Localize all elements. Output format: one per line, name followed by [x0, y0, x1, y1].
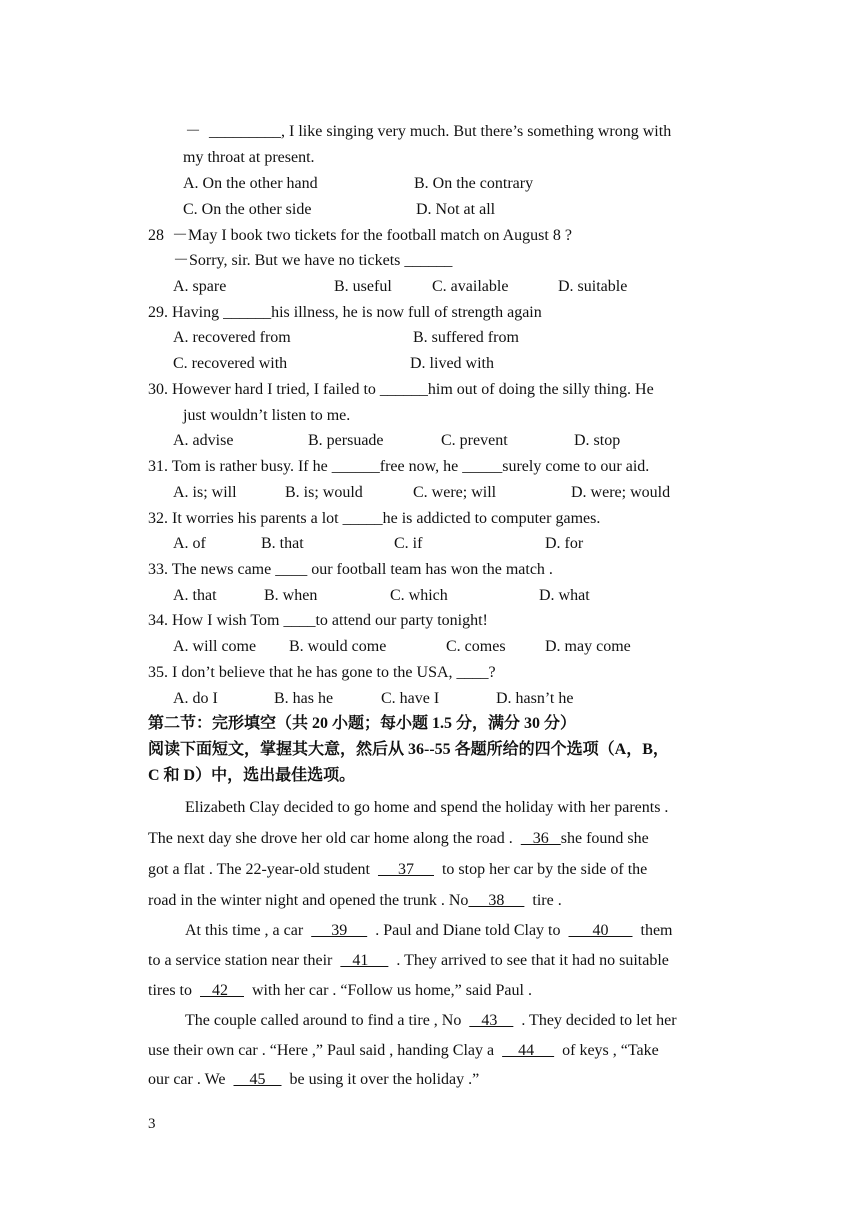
q27-option-d: D. Not at all — [416, 201, 496, 218]
passage-text: . Paul and Diane told Clay to — [375, 922, 561, 939]
q28-option-a: A. spare — [173, 278, 227, 295]
passage-p2-line2 — [148, 951, 669, 971]
q35-option-b: B. has he — [274, 690, 334, 707]
q29-option-b: B. suffered from — [413, 329, 519, 346]
q35-option-c: C. have I — [381, 690, 440, 707]
section2-instruction-line2: C 和 D）中，选出最佳选项。 — [148, 767, 356, 784]
q27-option-a: A. On the other hand — [183, 175, 318, 192]
blank-44: 44 — [502, 1042, 555, 1059]
q28-option-d: D. suitable — [558, 278, 628, 295]
q27-blank: _________ — [209, 123, 282, 140]
passage-text: The next day she drove her old car home along the road . — [148, 830, 513, 847]
q27-text: , I like singing very much. But there’s something wrong with — [281, 123, 672, 140]
passage-text: she found she — [560, 830, 649, 847]
section2-instruction-line1: 阅读下面短文，掌握其大意，然后从 36--55 各题所给的四个选项（A，B， — [148, 741, 669, 758]
q27-line1 — [185, 122, 671, 142]
q29-option-a: A. recovered from — [173, 329, 291, 346]
q27-line2: my throat at present. — [183, 149, 315, 166]
q33-option-d: D. what — [539, 587, 590, 604]
passage-p2-line1 — [185, 921, 673, 941]
passage-text: . They decided to let her — [521, 1012, 677, 1029]
passage-text: . They arrived to see that it had no suitable — [396, 952, 669, 969]
page-number: 3 — [148, 1116, 156, 1132]
q30-option-b: B. persuade — [308, 432, 384, 449]
q28-option-c: C. available — [432, 278, 509, 295]
blank-45: 45 — [233, 1071, 282, 1088]
passage-text: of keys , “Take — [562, 1042, 659, 1059]
passage-text: use their own car . “Here ,” Paul said , handing Clay a — [148, 1042, 495, 1059]
q30-line2: just wouldn’t listen to me. — [183, 407, 351, 424]
q32-option-a: A. of — [173, 535, 206, 552]
q34-option-b: B. would come — [289, 638, 387, 655]
blank-38: 38 — [468, 892, 525, 909]
q30-line1: 30. However hard I tried, I failed to ______him out of doing the silly thing. He — [148, 381, 654, 398]
passage-p2-line3 — [148, 981, 532, 1001]
passage-text: with her car . “Follow us home,” said Paul . — [252, 982, 532, 999]
passage-text: road in the winter night and opened the trunk . No — [148, 892, 469, 909]
q30-option-a: A. advise — [173, 432, 234, 449]
q35-option-a: A. do I — [173, 690, 218, 707]
q35-line1: 35. I don’t believe that he has gone to the USA, ____? — [148, 664, 496, 681]
blank-43: 43 — [469, 1012, 514, 1029]
q32-option-c: C. if — [394, 535, 423, 552]
passage-p1-line4 — [148, 891, 562, 911]
q29-line1: 29. Having ______his illness, he is now full of strength again — [148, 304, 542, 321]
passage-text: to stop her car by the side of the — [441, 861, 648, 878]
q31-option-a: A. is; will — [173, 484, 237, 501]
passage-p1-line3 — [148, 860, 647, 880]
q34-option-c: C. comes — [446, 638, 506, 655]
q28-line2: －Sorry, sir. But we have no tickets ______ — [173, 252, 453, 269]
q27-option-c: C. On the other side — [183, 201, 312, 218]
passage-p1-line1: Elizabeth Clay decided to go home and spend the holiday with her parents . — [185, 799, 669, 816]
q27-option-b: B. On the contrary — [414, 175, 534, 192]
q34-option-a: A. will come — [173, 638, 257, 655]
blank-39: 39 — [311, 922, 368, 939]
q30-option-d: D. stop — [574, 432, 621, 449]
blank-37: 37 — [377, 861, 434, 878]
q34-line1: 34. How I wish Tom ____to attend our party tonight! — [148, 612, 488, 629]
q30-option-c: C. prevent — [441, 432, 508, 449]
passage-p3-line1 — [185, 1011, 677, 1031]
q32-line1: 32. It worries his parents a lot _____he is addicted to computer games. — [148, 510, 601, 527]
q33-option-a: A. that — [173, 587, 217, 604]
q33-option-b: B. when — [264, 587, 318, 604]
q33-line1: 33. The news came ____ our football team has won the match . — [148, 561, 553, 578]
passage-text: got a flat . The 22-year-old student — [148, 861, 370, 878]
q33-option-c: C. which — [390, 587, 448, 604]
passage-text: be using it over the holiday .” — [289, 1071, 480, 1088]
q29-option-c: C. recovered with — [173, 355, 288, 372]
passage-text: tire . — [532, 892, 562, 909]
passage-p3-line3 — [148, 1070, 479, 1090]
section2-heading: 第二节：完形填空（共 20 小题；每小题 1.5 分，满分 30 分） — [148, 715, 577, 732]
q31-line1: 31. Tom is rather busy. If he ______free now, he _____surely come to our aid. — [148, 458, 650, 475]
q35-option-d: D. hasn’t he — [496, 690, 574, 707]
passage-p3-line2 — [148, 1041, 659, 1061]
passage-text: to a service station near their — [148, 952, 333, 969]
q31-option-d: D. were; would — [571, 484, 671, 501]
q34-option-d: D. may come — [545, 638, 631, 655]
q27-dash: － — [185, 123, 202, 140]
passage-text: At this time , a car — [185, 922, 304, 939]
passage-text: them — [640, 922, 673, 939]
blank-36: 36 — [520, 830, 561, 847]
blank-40: 40 — [568, 922, 633, 939]
q32-option-b: B. that — [261, 535, 304, 552]
q28-option-b: B. useful — [334, 278, 392, 295]
passage-text: The couple called around to find a tire , No — [185, 1012, 462, 1029]
q31-option-c: C. were; will — [413, 484, 497, 501]
passage-p1-line2 — [148, 829, 649, 849]
q28-line1: 28 －May I book two tickets for the football match on August 8 ? — [148, 227, 572, 244]
passage-text: tires to — [148, 982, 192, 999]
q31-option-b: B. is; would — [285, 484, 363, 501]
blank-42: 42 — [200, 982, 244, 999]
q29-option-d: D. lived with — [410, 355, 494, 372]
blank-41: 41 — [340, 952, 389, 969]
passage-text: our car . We — [148, 1071, 226, 1088]
q32-option-d: D. for — [545, 535, 584, 552]
